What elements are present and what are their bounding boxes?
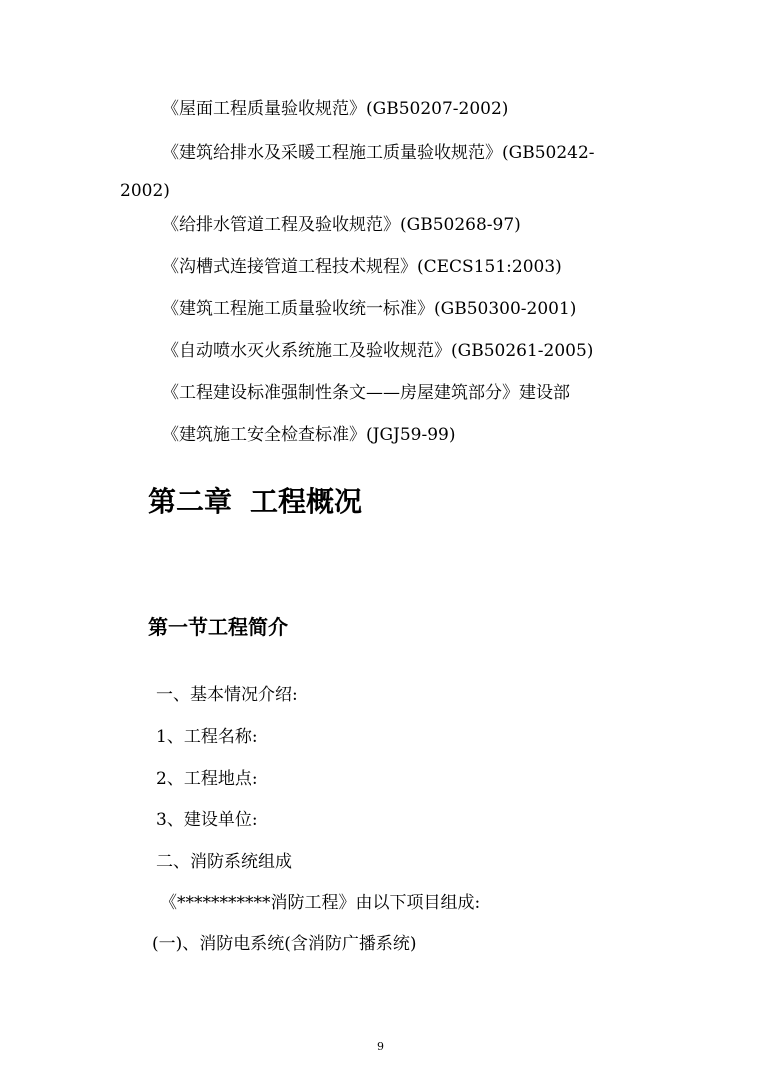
reference-item: 《建筑给排水及采暖工程施工质量验收规范》(GB50242- [162, 143, 595, 163]
reference-item: 《自动喷水灭火系统施工及验收规范》(GB50261-2005) [162, 341, 594, 361]
body-line: (一)、消防电系统(含消防广播系统) [152, 934, 417, 954]
reference-item: 《给排水管道工程及验收规范》(GB50268-97) [162, 215, 521, 235]
body-line: 一、基本情况介绍: [156, 685, 298, 705]
body-line: 3、建设单位: [156, 810, 258, 830]
chapter-title: 工程概况 [250, 485, 363, 518]
body-line: 《***********消防工程》由以下项目组成: [160, 893, 481, 913]
section-heading: 第一节工程简介 [148, 615, 288, 639]
reference-item: 《建筑工程施工质量验收统一标准》(GB50300-2001) [162, 299, 577, 319]
page-number: 9 [377, 1040, 384, 1053]
chapter-number: 第二章 [148, 485, 233, 518]
reference-item: 《建筑施工安全检查标准》(JGJ59-99) [162, 425, 456, 445]
reference-item: 《沟槽式连接管道工程技术规程》(CECS151:2003) [162, 257, 562, 277]
body-line: 1、工程名称: [156, 727, 258, 747]
reference-item: 《屋面工程质量验收规范》(GB50207-2002) [162, 99, 509, 119]
reference-item-continuation: 2002) [120, 181, 170, 201]
reference-item: 《工程建设标准强制性条文——房屋建筑部分》建设部 [162, 383, 570, 403]
body-line: 二、消防系统组成 [156, 852, 292, 872]
chapter-heading [148, 484, 362, 520]
body-line: 2、工程地点: [156, 769, 258, 789]
